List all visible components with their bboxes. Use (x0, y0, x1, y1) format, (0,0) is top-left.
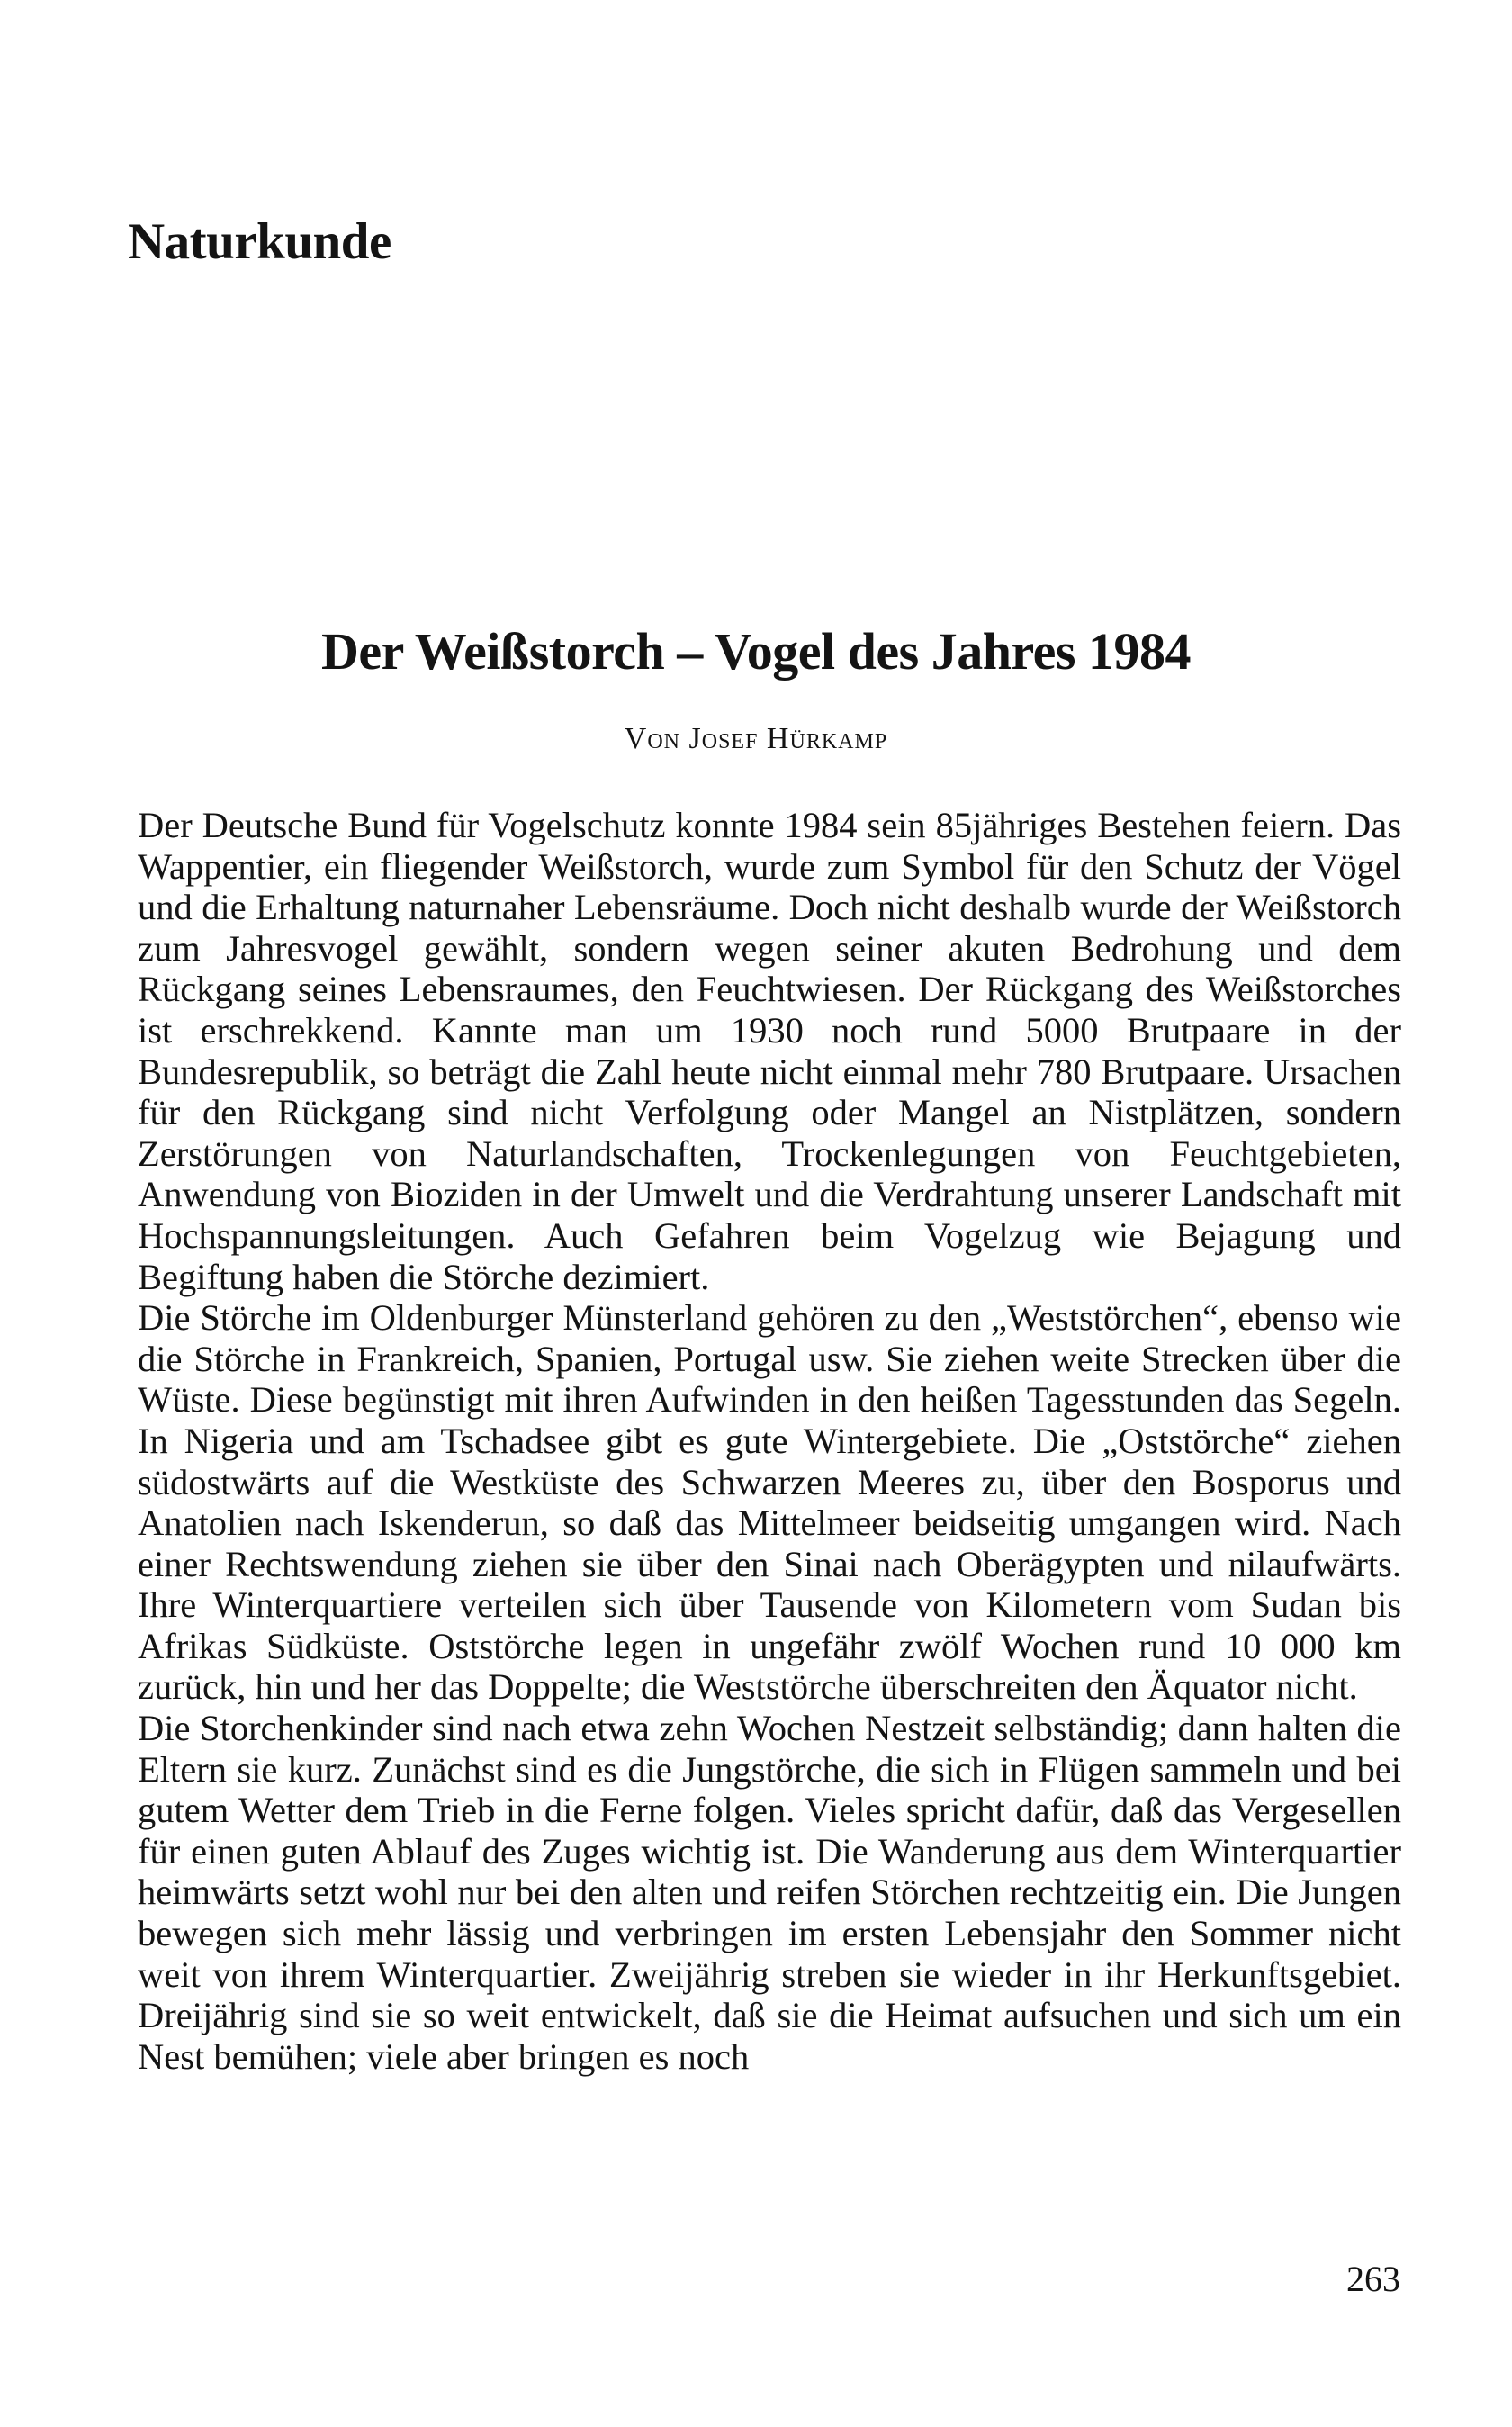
paragraph: Die Störche im Oldenburger Münsterland gehören zu den „Weststörchen“, ebenso wie die Störche in Frankreich, Spanien, Portugal usw. Sie ziehen weite Strecken über die Wüste. Diese begünstigt mit ihren Aufwinden in den heißen Tagesstunden das Segeln. In Nigeria und am Tschadsee gibt es gute Wintergebiete. Die „Oststörche“ ziehen südostwärts auf die Westküste des Schwarzen Meeres zu, über den Bosporus und Anatolien nach Iskenderun, so daß das Mittelmeer beidseitig umgangen wird. Nach einer Rechtswendung ziehen sie über den Sinai nach Oberägypten und nilaufwärts. Ihre Winterquartiere verteilen sich über Tausende von Kilometern vom Sudan bis Afrikas Südküste. Oststörche legen in ungefähr zwölf Wochen rund 10 000 km zurück, hin und her das Doppelte; die Weststörche überschreiten den Äquator nicht. (138, 1297, 1401, 1708)
section-heading: Naturkunde (128, 213, 392, 270)
paragraph: Die Storchenkinder sind nach etwa zehn Wochen Nestzeit selbständig; dann halten die Eltern sie kurz. Zunächst sind es die Jungstörche, die sich in Flügen sammeln und bei gutem Wetter dem Trieb in die Ferne folgen. Vieles spricht dafür, daß das Vergesellen für einen guten Ablauf des Zuges wichtig ist. Die Wanderung aus dem Winterquartier heimwärts setzt wohl nur bei den alten und reifen Störchen rechtzeitig ein. Die Jungen bewegen sich mehr lässig und verbringen im ersten Lebensjahr den Sommer nicht weit von ihrem Winterquartier. Zweijährig streben sie wieder in ihr Herkunftsgebiet. Dreijährig sind sie so weit entwickelt, daß sie die Heimat aufsuchen und sich um ein Nest bemühen; viele aber bringen es noch (138, 1708, 1401, 2077)
page-number: 263 (1346, 2259, 1400, 2299)
paragraph: Der Deutsche Bund für Vogelschutz konnte 1984 sein 85jähriges Bestehen feiern. Das Wappentier, ein fliegender Weißstorch, wurde zum Symbol für den Schutz der Vögel und die Erhaltung naturnaher Lebensräume. Doch nicht deshalb wurde der Weißstorch zum Jahresvogel gewählt, sondern wegen seiner akuten Bedrohung und dem Rückgang seines Lebensraumes, den Feuchtwiesen. Der Rückgang des Weißstorches ist erschrekkend. Kannte man um 1930 noch rund 5000 Brutpaare in der Bundesrepublik, so beträgt die Zahl heute nicht einmal mehr 780 Brutpaare. Ursachen für den Rückgang sind nicht Verfolgung oder Mangel an Nistplätzen, sondern Zerstörungen von Naturlandschaften, Trockenlegungen von Feuchtgebieten, Anwendung von Bioziden in der Umwelt und die Verdrahtung unserer Landschaft mit Hochspannungsleitungen. Auch Gefahren beim Vogelzug wie Bejagung und Begiftung haben die Störche dezimiert. (138, 805, 1401, 1297)
author-byline: Von Josef Hürkamp (624, 722, 888, 755)
article-body (138, 805, 1401, 2077)
article-title: Der Weißstorch – Vogel des Jahres 1984 (321, 622, 1191, 681)
